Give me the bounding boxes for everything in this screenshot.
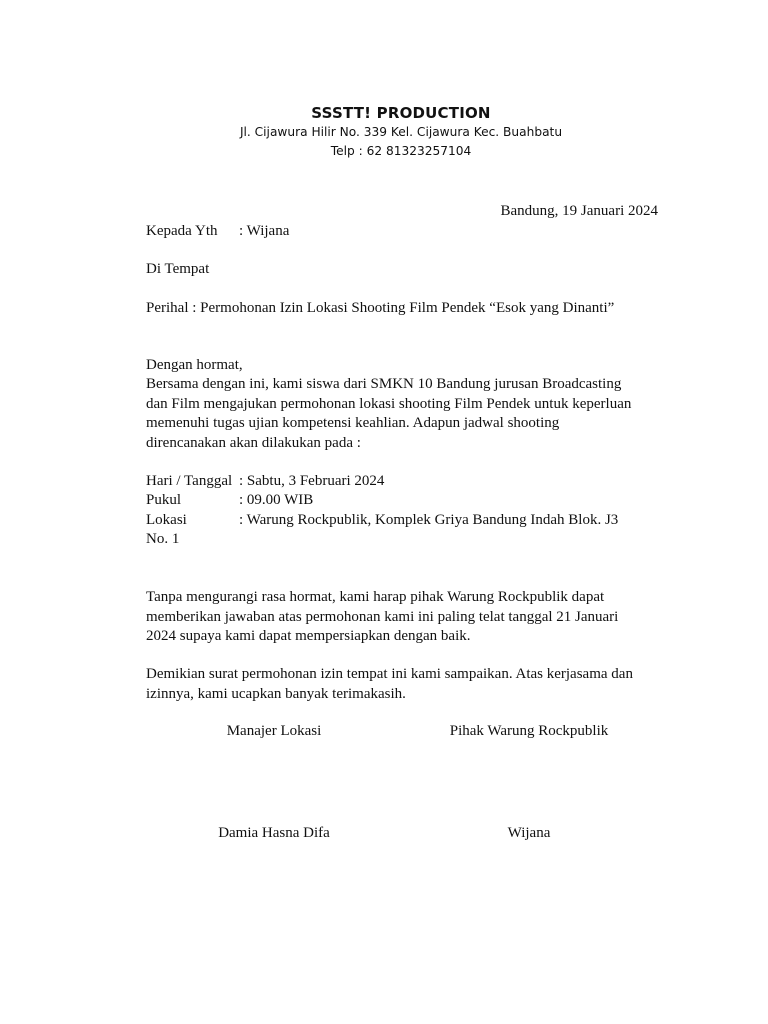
recipient-value: : Wijana	[239, 223, 290, 239]
company-name: SSSTT! PRODUCTION	[311, 104, 491, 122]
company-phone: Telp : 62 81323257104	[330, 144, 472, 158]
schedule-day-label: Hari / Tanggal	[146, 473, 233, 489]
subject-line: Perihal : Permohonan Izin Lokasi Shooting Film Pendek “Esok yang Dinanti”	[146, 300, 615, 316]
request-line: 2024 supaya kami dapat mempersiapkan dengan baik.	[146, 628, 471, 644]
schedule-time-row	[146, 491, 313, 511]
intro-line: Bersama dengan ini, kami siswa dari SMKN 10 Bandung jurusan Broadcasting	[146, 376, 622, 392]
schedule-location-row	[146, 511, 618, 531]
schedule-location-label: Lokasi	[146, 512, 187, 528]
closing-paragraph	[146, 665, 666, 704]
recipient-row	[146, 222, 289, 242]
signature-right-name: Wijana	[507, 825, 551, 841]
intro-line: dan Film mengajukan permohonan lokasi shooting Film Pendek untuk keperluan	[146, 395, 632, 412]
intro-line: direncanakan akan dilakukan pada :	[146, 434, 361, 451]
schedule-time-label: Pukul	[146, 492, 182, 508]
request-line: memberikan jawaban atas permohonan kami ini paling telat tanggal 21 Januari	[146, 608, 619, 625]
intro-paragraph	[146, 375, 666, 453]
company-address: Jl. Cijawura Hilir No. 339 Kel. Cijawura Kec. Buahbatu	[239, 125, 563, 139]
signature-right-title: Pihak Warung Rockpublik	[449, 723, 609, 739]
schedule-location-continued: No. 1	[146, 531, 180, 547]
schedule-time-value: : 09.00 WIB	[239, 492, 314, 508]
recipient-label: Kepada Yth	[146, 223, 218, 239]
letter-date: Bandung, 19 Januari 2024	[500, 203, 658, 219]
closing-line: Demikian surat permohonan izin tempat ini kami sampaikan. Atas kerjasama dan	[146, 666, 633, 682]
schedule-day-row	[146, 472, 384, 492]
greeting: Dengan hormat,	[146, 357, 243, 373]
request-line: Tanpa mengurangi rasa hormat, kami harap pihak Warung Rockpublik dapat	[146, 589, 605, 605]
recipient-place: Di Tempat	[146, 261, 210, 277]
schedule-location-value: : Warung Rockpublik, Komplek Griya Bandung Indah Blok. J3	[239, 512, 619, 528]
signature-left-title: Manajer Lokasi	[226, 723, 322, 739]
intro-line: memenuhi tugas ujian kompetensi keahlian. Adapun jadwal shooting	[146, 415, 560, 431]
closing-line: izinnya, kami ucapkan banyak terimakasih.	[146, 685, 406, 702]
schedule-day-value: : Sabtu, 3 Februari 2024	[239, 473, 385, 489]
request-paragraph	[146, 588, 666, 647]
signature-left-name: Damia Hasna Difa	[218, 825, 330, 841]
